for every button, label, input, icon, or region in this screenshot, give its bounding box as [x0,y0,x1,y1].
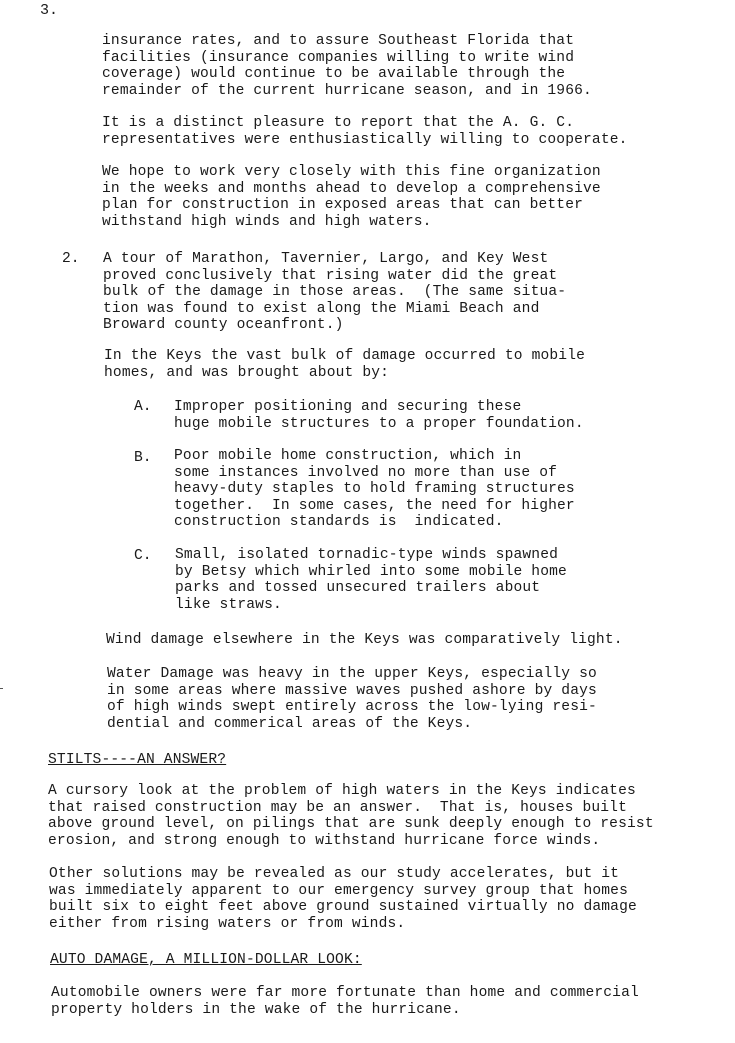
page-number: 3. [40,2,59,19]
item-2-number: 2. [62,251,80,267]
water-damage-paragraph: Water Damage was heavy in the upper Keys, especially so in some areas where massive waves pushed ashore by days of high winds swept entirely across the low-lying resi- dential and commerical areas of the Keys. [107,666,597,732]
keys-paragraph: In the Keys the vast bulk of damage occurred to mobile homes, and was brought about by: [104,348,586,381]
subitem-a-text: Improper positioning and securing these huge mobile structures to a proper foundation. [174,399,584,432]
stilts-paragraph-2: Other solutions may be revealed as our study accelerates, but it was immediately apparent to our emergency survey group that homes built six to eight feet above ground sustained virtually no damage either from rising waters or from winds. [49,866,637,932]
wind-damage-paragraph: Wind damage elsewhere in the Keys was comparatively light. [106,632,623,648]
subitem-c-letter: C. [134,548,152,564]
intro-paragraph-2: It is a distinct pleasure to report that the A. G. C. representatives were enthusiastically willing to cooperate. [102,115,628,148]
subitem-c-text: Small, isolated tornadic-type winds spawned by Betsy which whirled into some mobile home parks and tossed unsecured trailers about like straws. [175,547,567,613]
stilts-paragraph-1: A cursory look at the problem of high waters in the Keys indicates that raised construction may be an answer. That is, houses built above ground level, on pilings that are sunk deeply enough to resist erosion, and strong enough to withstand hurricane force winds. [48,783,654,849]
intro-paragraph-3: We hope to work very closely with this fine organization in the weeks and months ahead to develop a comprehensive plan for construction in exposed areas that can better withstand high winds and high waters. [102,164,601,230]
auto-damage-paragraph: Automobile owners were far more fortunate than home and commercial property holders in the wake of the hurricane. [51,985,639,1018]
intro-paragraph-1: insurance rates, and to assure Southeast Florida that facilities (insurance companies willing to write wind coverage) would continue to be available through the remainder of the current hurricane season, and in 1966. [102,33,592,99]
stilts-heading: STILTS----AN ANSWER? [48,752,227,768]
item-2-paragraph: A tour of Marathon, Tavernier, Largo, and Key West proved conclusively that rising water did the great bulk of the damage in those areas. (The same situa- tion was found to exist along the Miami Beach and Broward county oceanfront.) [103,251,567,334]
auto-damage-heading: AUTO DAMAGE, A MILLION-DOLLAR LOOK: [50,952,362,968]
subitem-b-text: Poor mobile home construction, which in some instances involved no more than use of heavy-duty staples to hold framing structures together. In some cases, the need for higher construction standards is indicated. [174,448,575,531]
margin-mark [0,688,3,689]
subitem-b-letter: B. [134,450,152,466]
subitem-a-letter: A. [134,399,152,415]
